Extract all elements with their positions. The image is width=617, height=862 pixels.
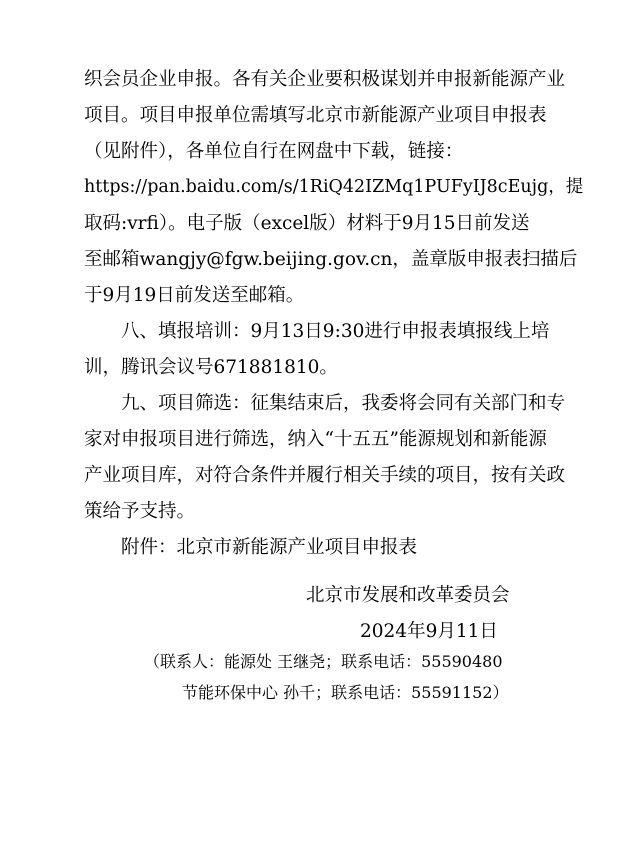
body-line-12: 产业项目库，对符合条件并履行相关手续的项目，按有关政 [84,465,566,486]
signature-date: 2024年9月11日 [360,621,498,642]
attachment-line: 附件：北京市新能源产业项目申报表 [121,537,418,558]
body-line-4: https://pan.baidu.com/s/1RiQ42IZMq1PUFyIJ8cEujg，提 [84,177,584,197]
body-line-6: 至邮箱wangjy@fgw.beijing.gov.cn，盖章版申报表扫描后 [84,249,578,270]
body-line-7: 于9月19日前发送至邮箱。 [84,285,305,306]
body-line-8: 八、填报培训：9月13日9:30进行申报表填报线上培 [121,321,550,342]
contact-line-1: （联系人：能源处 王继尧；联系电话：55590480 [144,652,503,671]
body-line-1: 织会员企业申报。各有关企业要积极谋划并申报新能源产业 [84,69,566,90]
body-line-11: 家对申报项目进行筛选，纳入“十五五”能源规划和新能源 [84,429,547,450]
body-line-3: （见附件），各单位自行在网盘中下载，链接： [84,141,464,162]
body-line-10: 九、项目筛选：征集结束后，我委将会同有关部门和专 [121,393,566,414]
body-line-5: 取码:vrfi）。电子版（excel版）材料于9月15日前发送 [84,213,530,234]
contact-line-2: 节能环保中心 孙千；联系电话：55591152） [182,683,509,702]
body-line-2: 项目。项目申报单位需填写北京市新能源产业项目申报表 [84,105,547,126]
body-line-9: 训，腾讯会议号671881810。 [84,357,338,378]
signature-organization: 北京市发展和改革委员会 [306,585,510,606]
body-line-13: 策给予支持。 [84,501,196,522]
